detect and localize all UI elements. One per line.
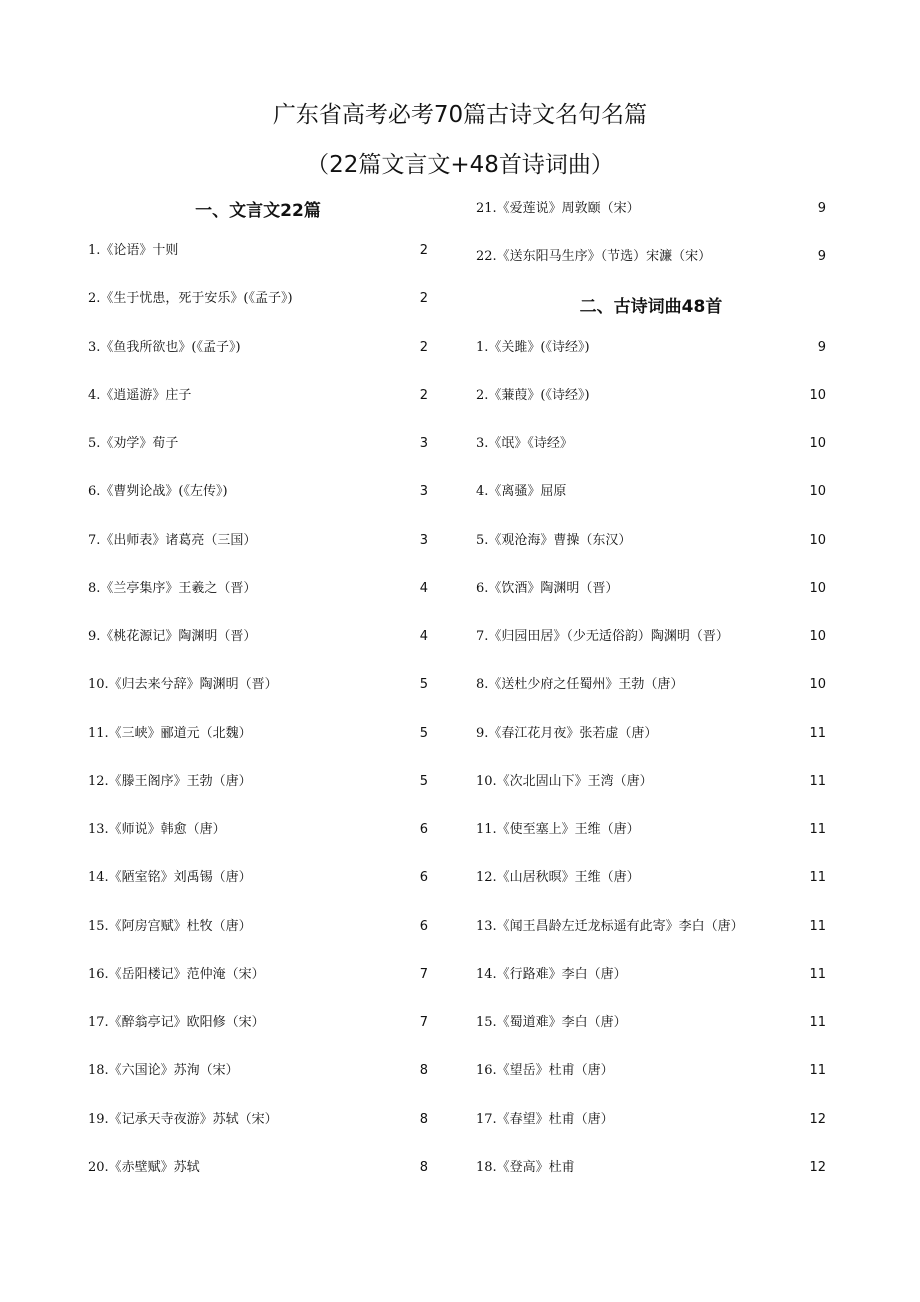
toc-entry-page-number: 12 xyxy=(809,1159,826,1175)
toc-entry-title: 3.《氓》《诗经》 xyxy=(476,436,573,451)
toc-entry-title: 12.《滕王阁序》王勃（唐） xyxy=(88,773,252,789)
toc-entry-page-number: 9 xyxy=(817,339,826,355)
document-subtitle: （22篇文言文+48首诗词曲） xyxy=(306,152,614,178)
toc-entry-title: 21.《爱莲说》周敦颐（宋） xyxy=(476,201,640,216)
toc-entry[interactable] xyxy=(88,1158,428,1178)
toc-entry[interactable] xyxy=(88,434,428,454)
toc-entry-page-number: 11 xyxy=(809,1015,826,1030)
toc-entry[interactable] xyxy=(88,724,428,744)
toc-entry-page-number: 5 xyxy=(419,773,428,789)
toc-entry-page-number: 11 xyxy=(809,918,826,934)
toc-entry-page-number: 2 xyxy=(419,387,428,403)
toc-entry-title: 15.《蜀道难》李白（唐） xyxy=(476,1015,627,1030)
toc-entry-page-number: 7 xyxy=(419,1015,428,1030)
toc-entry[interactable] xyxy=(88,386,428,406)
toc-entry-page-number: 8 xyxy=(419,1159,428,1175)
toc-entry-page-number: 8 xyxy=(419,1063,428,1079)
toc-entry[interactable] xyxy=(88,241,428,261)
toc-entry-title: 14.《行路难》李白（唐） xyxy=(476,966,627,982)
toc-entry-title: 13.《闻王昌龄左迁龙标遥有此寄》李白（唐） xyxy=(476,918,744,934)
toc-entry-page-number: 10 xyxy=(809,629,826,644)
toc-entry[interactable] xyxy=(476,1013,826,1033)
toc-entry-title: 9.《春江花月夜》张若虚（唐） xyxy=(476,725,658,741)
toc-entry-page-number: 11 xyxy=(809,773,826,789)
toc-entry-title: 1.《论语》十则 xyxy=(88,243,179,258)
toc-entry-page-number: 4 xyxy=(419,580,428,596)
toc-entry-page-number: 10 xyxy=(809,387,826,403)
toc-entry[interactable] xyxy=(476,724,826,744)
toc-entry[interactable] xyxy=(476,1158,826,1178)
toc-entry[interactable] xyxy=(476,675,826,695)
toc-entry-page-number: 3 xyxy=(419,484,428,500)
toc-entry[interactable] xyxy=(88,820,428,840)
toc-entry-title: 6.《曹刿论战》(《左传》) xyxy=(88,484,228,500)
toc-entry-title: 9.《桃花源记》陶渊明（晋） xyxy=(88,629,257,644)
toc-entry-title: 4.《离骚》屈原 xyxy=(476,484,567,500)
toc-entry[interactable] xyxy=(88,289,428,309)
toc-entry[interactable] xyxy=(476,199,826,219)
toc-entry-title: 15.《阿房宫赋》杜牧（唐） xyxy=(88,918,252,934)
toc-entry-title: 1.《关雎》(《诗经》) xyxy=(476,339,590,355)
toc-entry-page-number: 11 xyxy=(809,966,826,982)
toc-entry[interactable] xyxy=(88,965,428,985)
toc-entry-title: 11.《三峡》郦道元（北魏） xyxy=(88,725,252,741)
toc-entry-title: 7.《归园田居》（少无适俗韵）陶渊明（晋） xyxy=(476,629,729,644)
toc-entry-page-number: 7 xyxy=(419,966,428,982)
toc-entry[interactable] xyxy=(476,965,826,985)
toc-entry[interactable] xyxy=(476,917,826,937)
toc-entry-page-number: 3 xyxy=(419,436,428,451)
toc-entry-title: 10.《归去来兮辞》陶渊明（晋） xyxy=(88,677,278,693)
toc-entry[interactable] xyxy=(476,247,826,267)
toc-entry[interactable] xyxy=(88,1061,428,1081)
toc-entry[interactable] xyxy=(476,579,826,599)
toc-entry[interactable] xyxy=(476,482,826,502)
toc-entry-page-number: 11 xyxy=(809,822,826,837)
section-heading-poetry: 二、古诗词曲48首 xyxy=(579,297,723,317)
toc-entry-title: 16.《岳阳楼记》范仲淹（宋） xyxy=(88,966,265,982)
toc-entry[interactable] xyxy=(88,675,428,695)
toc-entry-page-number: 11 xyxy=(809,870,826,886)
toc-entry-title: 16.《望岳》杜甫（唐） xyxy=(476,1063,614,1079)
toc-entry-page-number: 5 xyxy=(419,677,428,693)
toc-entry-title: 8.《兰亭集序》王羲之（晋） xyxy=(88,580,257,596)
toc-entry-page-number: 10 xyxy=(809,484,826,500)
toc-entry[interactable] xyxy=(88,627,428,647)
toc-entry-page-number: 4 xyxy=(419,629,428,644)
toc-entry[interactable] xyxy=(476,868,826,888)
toc-entry-page-number: 2 xyxy=(419,339,428,355)
toc-entry[interactable] xyxy=(88,917,428,937)
toc-entry-page-number: 2 xyxy=(419,291,428,307)
toc-entry-title: 3.《鱼我所欲也》(《孟子》) xyxy=(88,339,241,355)
toc-entry-title: 13.《师说》韩愈（唐） xyxy=(88,822,226,837)
toc-entry-title: 11.《使至塞上》王维（唐） xyxy=(476,822,640,837)
toc-entry-title: 22.《送东阳马生序》（节选）宋濂（宋） xyxy=(476,249,712,265)
toc-entry-page-number: 2 xyxy=(419,243,428,258)
toc-entry-page-number: 5 xyxy=(419,725,428,741)
toc-entry-title: 10.《次北固山下》王湾（唐） xyxy=(476,773,653,789)
toc-entry[interactable] xyxy=(88,1013,428,1033)
toc-entry-title: 8.《送杜少府之任蜀州》王勃（唐） xyxy=(476,677,684,693)
document-title: 广东省高考必考70篇古诗文名句名篇 xyxy=(272,102,648,128)
toc-entry-page-number: 6 xyxy=(419,822,428,837)
toc-entry[interactable] xyxy=(476,627,826,647)
toc-entry-page-number: 11 xyxy=(809,1063,826,1079)
toc-entry-title: 5.《劝学》荀子 xyxy=(88,436,179,451)
toc-entry-title: 2.《生于忧患，死于安乐》(《孟子》) xyxy=(88,291,293,307)
toc-entry-page-number: 9 xyxy=(817,201,826,216)
toc-entry[interactable] xyxy=(476,434,826,454)
toc-entry-page-number: 10 xyxy=(809,436,826,451)
toc-entry[interactable] xyxy=(88,531,428,551)
toc-entry-title: 4.《逍遥游》庄子 xyxy=(88,387,192,403)
toc-entry[interactable] xyxy=(88,1110,428,1130)
toc-entry-page-number: 8 xyxy=(419,1111,428,1127)
toc-entry[interactable] xyxy=(88,482,428,502)
toc-entry-title: 12.《山居秋暝》王维（唐） xyxy=(476,870,640,886)
toc-entry-title: 6.《饮酒》陶渊明（晋） xyxy=(476,580,619,596)
toc-entry-page-number: 9 xyxy=(817,249,826,265)
toc-entry-page-number: 10 xyxy=(809,677,826,693)
toc-entry[interactable] xyxy=(88,772,428,792)
toc-entry[interactable] xyxy=(476,1061,826,1081)
toc-entry-page-number: 10 xyxy=(809,580,826,596)
toc-entry-title: 14.《陋室铭》刘禹锡（唐） xyxy=(88,870,252,886)
toc-entry[interactable] xyxy=(476,772,826,792)
toc-entry-title: 18.《登高》杜甫 xyxy=(476,1159,575,1175)
toc-entry-page-number: 3 xyxy=(419,532,428,548)
toc-entry-title: 19.《记承天寺夜游》苏轼（宋） xyxy=(88,1111,278,1127)
section-heading-classical-prose: 一、文言文22篇 xyxy=(195,201,321,221)
toc-entry[interactable] xyxy=(476,531,826,551)
toc-entry-title: 7.《出师表》诸葛亮（三国） xyxy=(88,532,257,548)
toc-entry-title: 2.《蒹葭》(《诗经》) xyxy=(476,387,590,403)
toc-entry[interactable] xyxy=(88,338,428,358)
toc-entry-title: 17.《春望》杜甫（唐） xyxy=(476,1111,614,1127)
toc-entry[interactable] xyxy=(88,868,428,888)
toc-entry-title: 17.《醉翁亭记》欧阳修（宋） xyxy=(88,1015,265,1030)
toc-entry-page-number: 6 xyxy=(419,870,428,886)
toc-entry[interactable] xyxy=(476,820,826,840)
toc-entry-page-number: 11 xyxy=(809,725,826,741)
toc-entry-page-number: 10 xyxy=(809,532,826,548)
toc-entry[interactable] xyxy=(476,1110,826,1130)
toc-entry-title: 20.《赤壁赋》苏轼 xyxy=(88,1159,200,1175)
toc-entry-title: 5.《观沧海》曹操（东汉） xyxy=(476,532,632,548)
toc-entry-page-number: 12 xyxy=(809,1111,826,1127)
toc-entry[interactable] xyxy=(476,338,826,358)
toc-entry-page-number: 6 xyxy=(419,918,428,934)
toc-entry-title: 18.《六国论》苏洵（宋） xyxy=(88,1063,239,1079)
toc-entry[interactable] xyxy=(476,386,826,406)
toc-entry[interactable] xyxy=(88,579,428,599)
